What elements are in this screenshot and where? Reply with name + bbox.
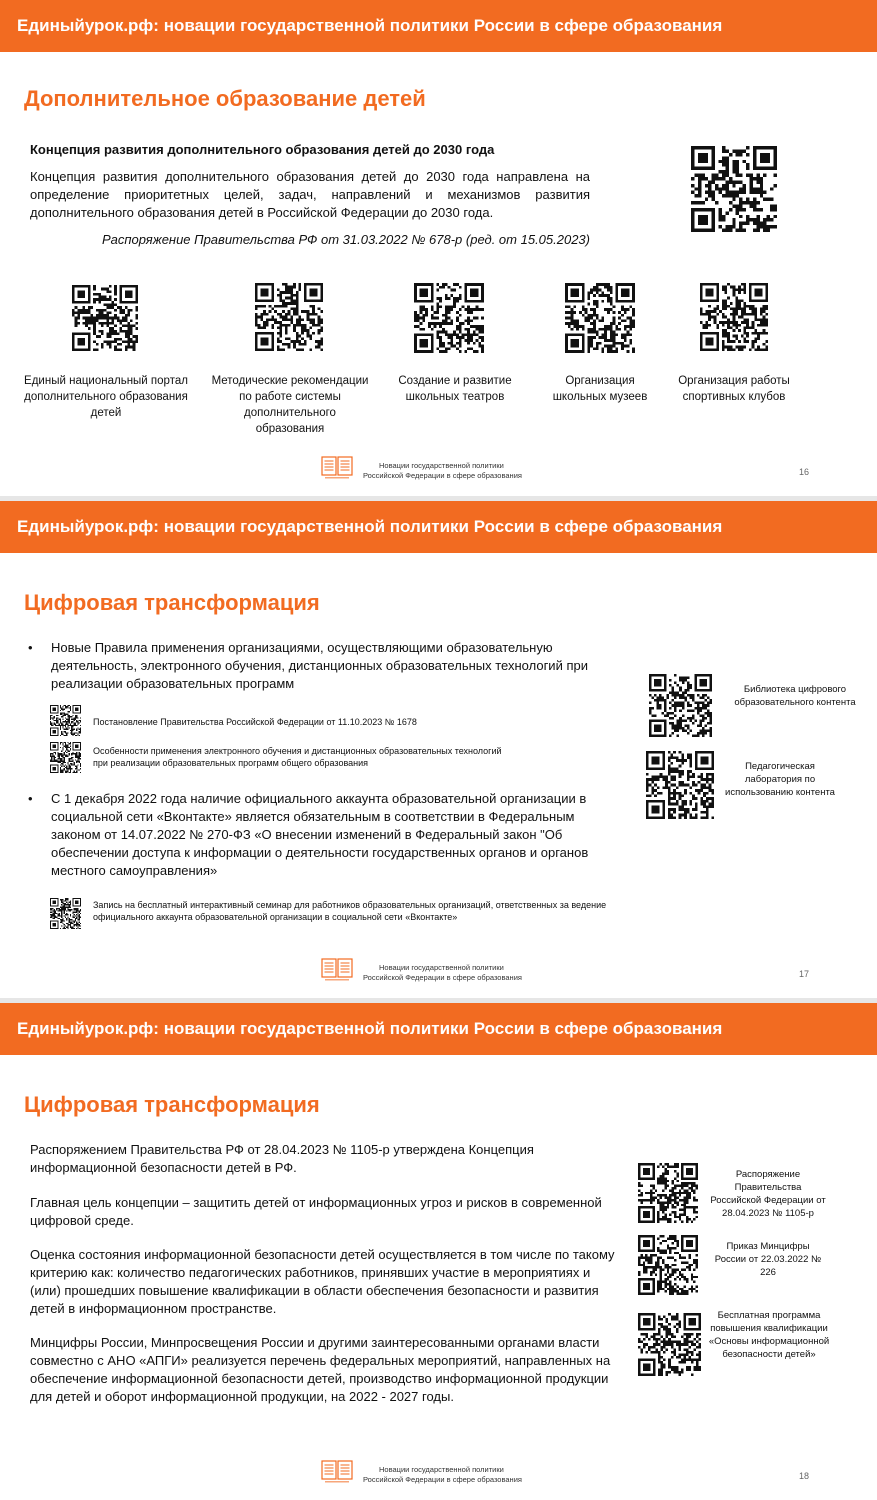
footer-line2: Российской Федерации в сфере образования	[363, 471, 522, 480]
concept-reference: Распоряжение Правительства РФ от 31.03.2022 № 678-р (ред. от 15.05.2023)	[101, 232, 590, 247]
qr-caption: Методические рекомендации по работе системы дополнительного образования	[211, 375, 369, 435]
bullet-icon: •	[28, 640, 33, 655]
qr-caption: Единый национальный портал дополнительного образования детей	[24, 375, 188, 419]
footer-line1: Новации государственной политики	[379, 461, 504, 470]
slide-header: Единыйурок.рф: новации государственной политики России в сфере образования	[0, 501, 877, 553]
qr-code-icon[interactable]	[255, 283, 323, 351]
qr-caption: Организация школьных музеев	[552, 375, 648, 403]
slide-title: Цифровая трансформация	[24, 1092, 320, 1117]
footer-line1: Новации государственной политики	[379, 963, 504, 972]
paragraph: Главная цель концепции – защитить детей от информационных угроз и рисков в современной цифровой среде.	[30, 1195, 602, 1228]
side-caption: Приказ Минцифры России от 22.03.2022 № 226	[714, 1241, 822, 1278]
bullet-icon: •	[28, 791, 33, 806]
link-text: Постановление Правительства Российской Федерации от 11.10.2023 № 1678	[93, 717, 417, 727]
slide-title: Цифровая трансформация	[24, 590, 320, 615]
footer-line1: Новации государственной политики	[379, 1465, 504, 1474]
slide-title: Дополнительное образование детей	[24, 86, 426, 111]
qr-code-icon[interactable]	[50, 705, 81, 736]
qr-code-icon[interactable]	[72, 285, 138, 351]
page-number: 18	[799, 1471, 810, 1481]
qr-code-icon[interactable]	[649, 674, 712, 737]
link-line: Особенности применения электронного обучения и дистанционных образовательных технологий	[93, 746, 502, 756]
footer-caption	[363, 1465, 522, 1485]
slide-18	[0, 1003, 877, 1500]
page-number: 16	[799, 467, 810, 477]
side-caption: Педагогическая лаборатория по использованию контента	[725, 761, 835, 798]
open-book-icon	[321, 456, 353, 480]
paragraph: Распоряжением Правительства РФ от 28.04.2023 № 1105-р утверждена Концепция информационной безопасности детей в РФ.	[30, 1142, 534, 1175]
footer-line2: Российской Федерации в сфере образования	[363, 1475, 522, 1484]
side-caption: Бесплатная программа повышения квалификации «Основы информационной безопасности детей»	[708, 1310, 830, 1360]
link-line: при реализации образовательных программ общего образования	[93, 758, 369, 768]
open-book-icon	[321, 1460, 353, 1484]
slide-17	[0, 501, 877, 997]
footer-caption	[363, 461, 522, 481]
vk-text: С 1 декабря 2022 года наличие официального аккаунта образовательной организации в социальной сети «Вконтакте» является обязательным в соответствии в Федеральным законом от 14.07.2022 № 270-ФЗ «О внесении изменений в Федеральный закон "Об обеспечении доступа к информации о деятельности государственных органов и органов местного самоуправления»	[51, 791, 589, 878]
footer-caption	[363, 963, 522, 983]
qr-code-icon[interactable]	[691, 146, 777, 232]
slide-16	[0, 0, 877, 496]
qr-code-icon[interactable]	[638, 1163, 698, 1223]
qr-code-icon[interactable]	[700, 283, 768, 351]
qr-caption: Организация работы спортивных клубов	[678, 375, 790, 403]
link-text: Запись на бесплатный интерактивный семинар для работников образовательных организаций, ответственных за ведение официального аккаунта образовательной организации в социальной сети «Вконтакте»	[93, 900, 607, 922]
page-number: 17	[799, 969, 810, 979]
qr-code-icon[interactable]	[638, 1235, 698, 1295]
slide-header: Единыйурок.рф: новации государственной политики России в сфере образования	[0, 0, 877, 52]
qr-code-icon[interactable]	[50, 742, 81, 773]
footer-line2: Российской Федерации в сфере образования	[363, 973, 522, 982]
qr-code-icon[interactable]	[638, 1313, 701, 1376]
qr-caption: Создание и развитие школьных театров	[398, 375, 512, 403]
qr-code-icon[interactable]	[565, 283, 635, 353]
qr-code-icon[interactable]	[646, 751, 714, 819]
side-caption: Распоряжение Правительства Российской Федерации от 28.04.2023 № 1105-р	[710, 1169, 826, 1219]
link-text	[93, 745, 613, 769]
qr-code-icon[interactable]	[50, 898, 81, 929]
side-caption: Библиотека цифрового образовательного контента	[734, 684, 856, 708]
open-book-icon	[321, 958, 353, 982]
paragraph: Оценка состояния информационной безопасности детей осуществляется в том числе по такому критерию как: количество педагогических работников, принявших участие в мероприятиях и (или) прошедших повышение квалификации в области обеспечения безопасности и развития детей в информационном пространстве.	[30, 1247, 615, 1316]
qr-code-icon[interactable]	[414, 283, 484, 353]
slide-header: Единыйурок.рф: новации государственной политики России в сфере образования	[0, 1003, 877, 1055]
concept-body: Концепция развития дополнительного образования детей до 2030 года направлена на определение приоритетных целей, задач, направлений и механизмов развития дополнительного образования детей в Российской Федерации до 2030 года.	[30, 169, 590, 220]
rules-text: Новые Правила применения организациями, осуществляющими образовательную деятельность, электронного обучения, дистанционных образовательных технологий при реализации образовательных программ	[51, 640, 588, 691]
concept-heading: Концепция развития дополнительного образования детей до 2030 года	[30, 142, 495, 157]
paragraph: Минцифры России, Минпросвещения России и другими заинтересованными органами власти совместно с АНО «АПГИ» реализуется перечень федеральных мероприятий, направленных на обеспечение информационной безопасности детей, производство информационной продукции для детей и оборот информационной продукции, на 2022 - 2027 годы.	[30, 1335, 611, 1404]
